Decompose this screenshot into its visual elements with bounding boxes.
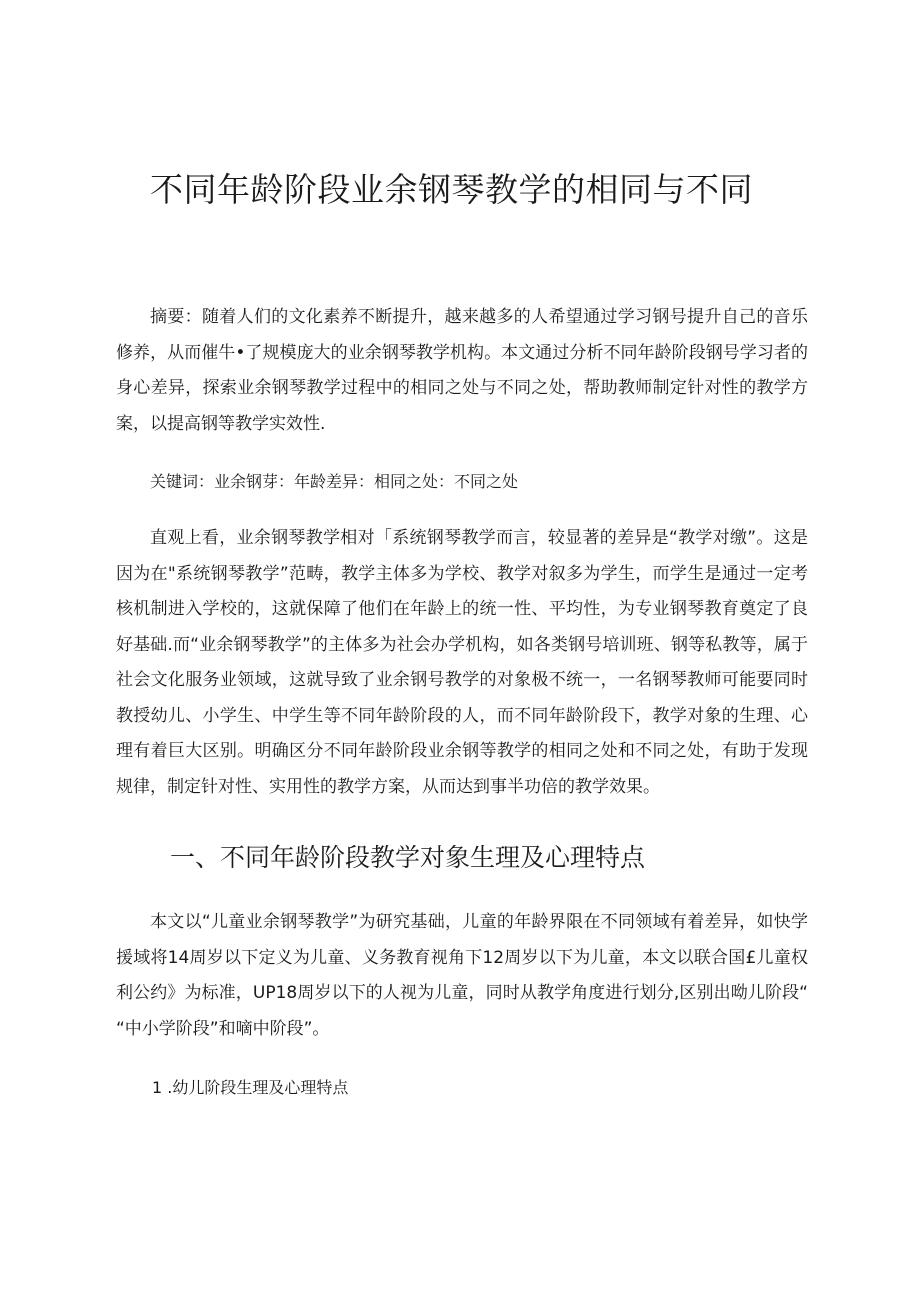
section-1-paragraph: 本文以“儿童业余钢琴教学”为研究基础，儿童的年龄界限在不同领域有着差异，如快学援域将14周岁以下定义为儿童、义务教育视角下12周岁以下为儿童，本文以联合国£儿童权利公约》为标准，UP18周岁以下的人视为儿童，同时从教学角度进行划分,区别出呦儿阶段“ “中小学阶段”和嘀中阶段”。	[116, 912, 808, 1039]
section-1-heading: 一、不同年龄阶段教学对象生理及心理特点	[170, 843, 646, 872]
subsection-1-heading: 1 .幼儿阶段生理及心理特点	[152, 1078, 349, 1097]
keywords-line	[116, 464, 808, 500]
document-title: 不同年龄阶段业余钢琴教学的相同与不同	[150, 170, 753, 209]
abstract-paragraph: 摘要：随着人们的文化素养不断提升，越来越多的人希望通过学习钢号提升自己的音乐修养，从而催牛•了规模庞大的业余钢琴教学机构。本文通过分析不同年龄阶段钢号学习者的身心差异，探索业余钢琴教学过程中的相同之处与不同之处，帮助教师制定针对性的教学方案，以提高钢等教学实效性.	[116, 307, 808, 434]
intro-paragraph: 直观上看，业余钢琴教学相对「系统钢琴教学而言，较显著的差异是“教学对缴”。这是因为在"系统钢琴教学”范畴，教学主体多为学校、教学对叙多为学生，而学生是通过一定考核机制进入学校的，这就保障了他们在年龄上的统一性、平均性，为专业钢琴教育奠定了良好基础.而“业余钢琴教学”的主体多为社会办学机构，如各类钢号培训班、钢等私教等，属于社会文化服务业领域，这就导致了业余钢号教学的对象极不统一，一名钢琴教师可能要同时教授幼儿、小学生、中学生等不同年龄阶段的人，而不同年龄阶段下，教学对象的生理、心理有着巨大区别。明确区分不同年龄阶段业余钢等教学的相同之处和不同之处，有助于发现规律，制定针对性、实用性的教学方案，从而达到事半功倍的教学效果。	[116, 528, 808, 797]
keywords-text: 关键词：业余钢芽：年龄差异：相同之处：不同之处	[150, 472, 519, 491]
